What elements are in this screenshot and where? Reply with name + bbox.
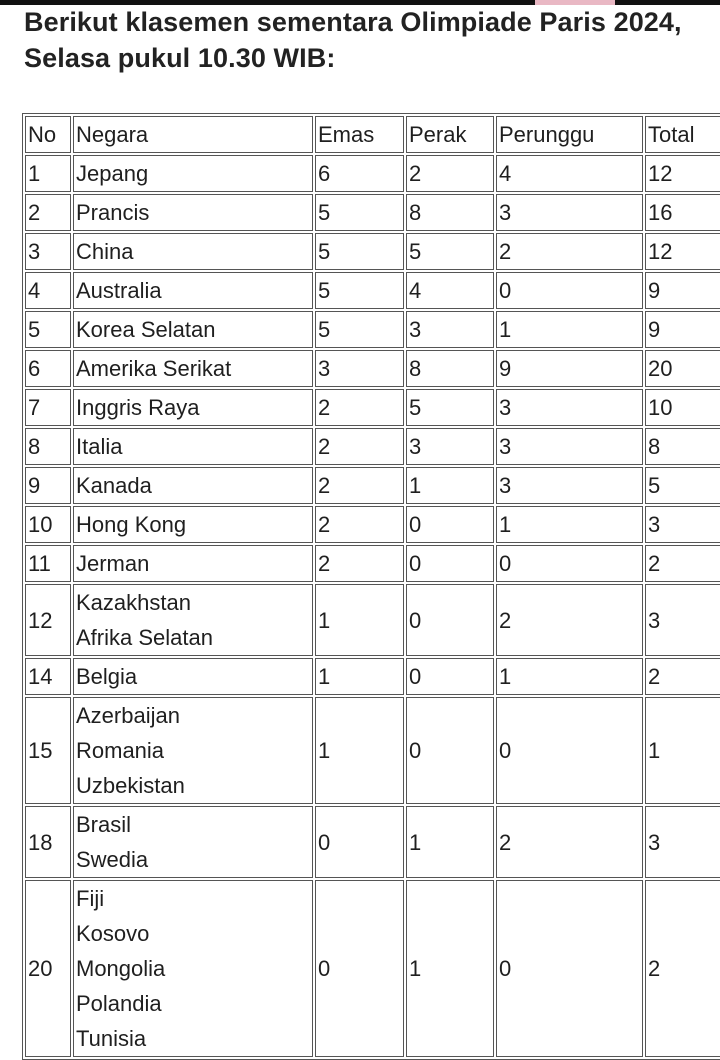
cell-perak: 3 [406,311,494,348]
cell-no: 9 [25,467,71,504]
cell-negara [73,155,313,192]
cell-emas: 2 [315,506,404,543]
country-name: Hong Kong [76,512,187,537]
country-name: Swedia [76,847,149,872]
cell-no: 2 [25,194,71,231]
cell-emas: 3 [315,350,404,387]
cell-emas: 0 [315,806,404,878]
cell-negara [73,697,313,804]
cell-total: 1 [645,697,720,804]
cell-no: 14 [25,658,71,695]
cell-emas: 1 [315,658,404,695]
cell-perunggu: 3 [496,194,643,231]
cell-negara [73,311,313,348]
cell-perak: 8 [406,350,494,387]
cell-total: 16 [645,194,720,231]
country-name: Tunisia [76,1026,147,1051]
cell-perunggu: 1 [496,506,643,543]
cell-perak: 1 [406,806,494,878]
cell-perunggu: 1 [496,311,643,348]
table-row [25,697,720,804]
cell-emas: 2 [315,389,404,426]
country-name: Jepang [76,161,149,186]
cell-emas: 1 [315,584,404,656]
cell-no: 4 [25,272,71,309]
country-name: Prancis [76,200,150,225]
table-row [25,389,720,426]
cell-emas: 2 [315,467,404,504]
cell-perunggu: 3 [496,467,643,504]
cell-emas: 2 [315,545,404,582]
cell-perak: 8 [406,194,494,231]
cell-emas: 0 [315,880,404,1057]
cell-no: 5 [25,311,71,348]
cell-emas: 5 [315,311,404,348]
cell-perak: 0 [406,658,494,695]
table-row [25,155,720,192]
table-row [25,806,720,878]
cell-emas: 1 [315,697,404,804]
cell-no: 7 [25,389,71,426]
cell-perak: 2 [406,155,494,192]
cell-emas: 5 [315,194,404,231]
country-name: Romania [76,738,165,763]
table-body [25,155,720,1057]
country-name: Belgia [76,664,138,689]
country-name: Brasil [76,812,132,837]
cell-total: 2 [645,545,720,582]
cell-negara [73,389,313,426]
cell-perak: 5 [406,389,494,426]
header-no: No [25,116,71,153]
cell-perunggu: 3 [496,389,643,426]
header-perak: Perak [406,116,494,153]
header-negara: Negara [73,116,313,153]
cell-negara [73,506,313,543]
cell-perak: 5 [406,233,494,270]
cell-negara [73,806,313,878]
table-row [25,880,720,1057]
cell-total: 9 [645,272,720,309]
country-name: Polandia [76,991,162,1016]
table-row [25,658,720,695]
cell-negara [73,350,313,387]
cell-negara [73,584,313,656]
cell-total: 3 [645,584,720,656]
table-row [25,584,720,656]
cell-negara [73,272,313,309]
cell-perak: 4 [406,272,494,309]
cell-total: 12 [645,233,720,270]
country-name: Azerbaijan [76,703,180,728]
cell-total: 5 [645,467,720,504]
country-name: Fiji [76,886,105,911]
cell-perak: 1 [406,467,494,504]
country-name: Kanada [76,473,152,498]
country-name: Italia [76,434,123,459]
cell-emas: 5 [315,272,404,309]
cell-perunggu: 3 [496,428,643,465]
cell-perak: 0 [406,584,494,656]
table-row [25,233,720,270]
cell-no: 15 [25,697,71,804]
country-name: Jerman [76,551,150,576]
cell-perunggu: 0 [496,697,643,804]
cell-negara [73,233,313,270]
country-name: Korea Selatan [76,317,216,342]
cell-total: 9 [645,311,720,348]
cell-total: 3 [645,506,720,543]
table-row [25,428,720,465]
cell-no: 8 [25,428,71,465]
cell-total: 12 [645,155,720,192]
cell-total: 10 [645,389,720,426]
cell-perunggu: 2 [496,584,643,656]
cell-no: 11 [25,545,71,582]
cell-no: 18 [25,806,71,878]
medal-standings-table [22,113,720,1060]
cell-no: 3 [25,233,71,270]
country-name: Amerika Serikat [76,356,232,381]
cell-no: 10 [25,506,71,543]
article-heading: Berikut klasemen sementara Olimpiade Paris 2024, Selasa pukul 10.30 WIB: [24,7,682,73]
table-header-row [25,116,720,153]
cell-total: 3 [645,806,720,878]
header-total: Total [645,116,720,153]
country-name: Mongolia [76,956,166,981]
cell-negara [73,545,313,582]
cell-emas: 5 [315,233,404,270]
cell-perunggu: 2 [496,233,643,270]
table-row [25,350,720,387]
cell-total: 8 [645,428,720,465]
cell-no: 20 [25,880,71,1057]
cell-perak: 3 [406,428,494,465]
cell-total: 2 [645,658,720,695]
cell-perak: 0 [406,697,494,804]
cell-perunggu: 9 [496,350,643,387]
table-row [25,272,720,309]
cell-perunggu: 1 [496,658,643,695]
medal-table-container [22,113,720,1060]
table-row [25,506,720,543]
cell-negara [73,194,313,231]
cell-perunggu: 4 [496,155,643,192]
cell-perunggu: 0 [496,880,643,1057]
cell-perunggu: 2 [496,806,643,878]
cell-perunggu: 0 [496,272,643,309]
cell-no: 12 [25,584,71,656]
country-name: China [76,239,134,264]
cell-total: 2 [645,880,720,1057]
cell-total: 20 [645,350,720,387]
cell-negara [73,428,313,465]
country-name: Kosovo [76,921,150,946]
country-name: Kazakhstan [76,590,191,615]
cell-perunggu: 0 [496,545,643,582]
header-emas: Emas [315,116,404,153]
cell-negara [73,467,313,504]
cell-no: 6 [25,350,71,387]
table-row [25,311,720,348]
table-row [25,194,720,231]
cell-emas: 2 [315,428,404,465]
header-perunggu: Perunggu [496,116,643,153]
country-name: Inggris Raya [76,395,200,420]
cell-negara [73,658,313,695]
country-name: Australia [76,278,162,303]
cell-perak: 1 [406,880,494,1057]
cell-emas: 6 [315,155,404,192]
table-row [25,467,720,504]
cell-negara [73,880,313,1057]
table-row [25,545,720,582]
country-name: Uzbekistan [76,773,185,798]
cell-perak: 0 [406,545,494,582]
cell-perak: 0 [406,506,494,543]
cell-no: 1 [25,155,71,192]
country-name: Afrika Selatan [76,625,213,650]
